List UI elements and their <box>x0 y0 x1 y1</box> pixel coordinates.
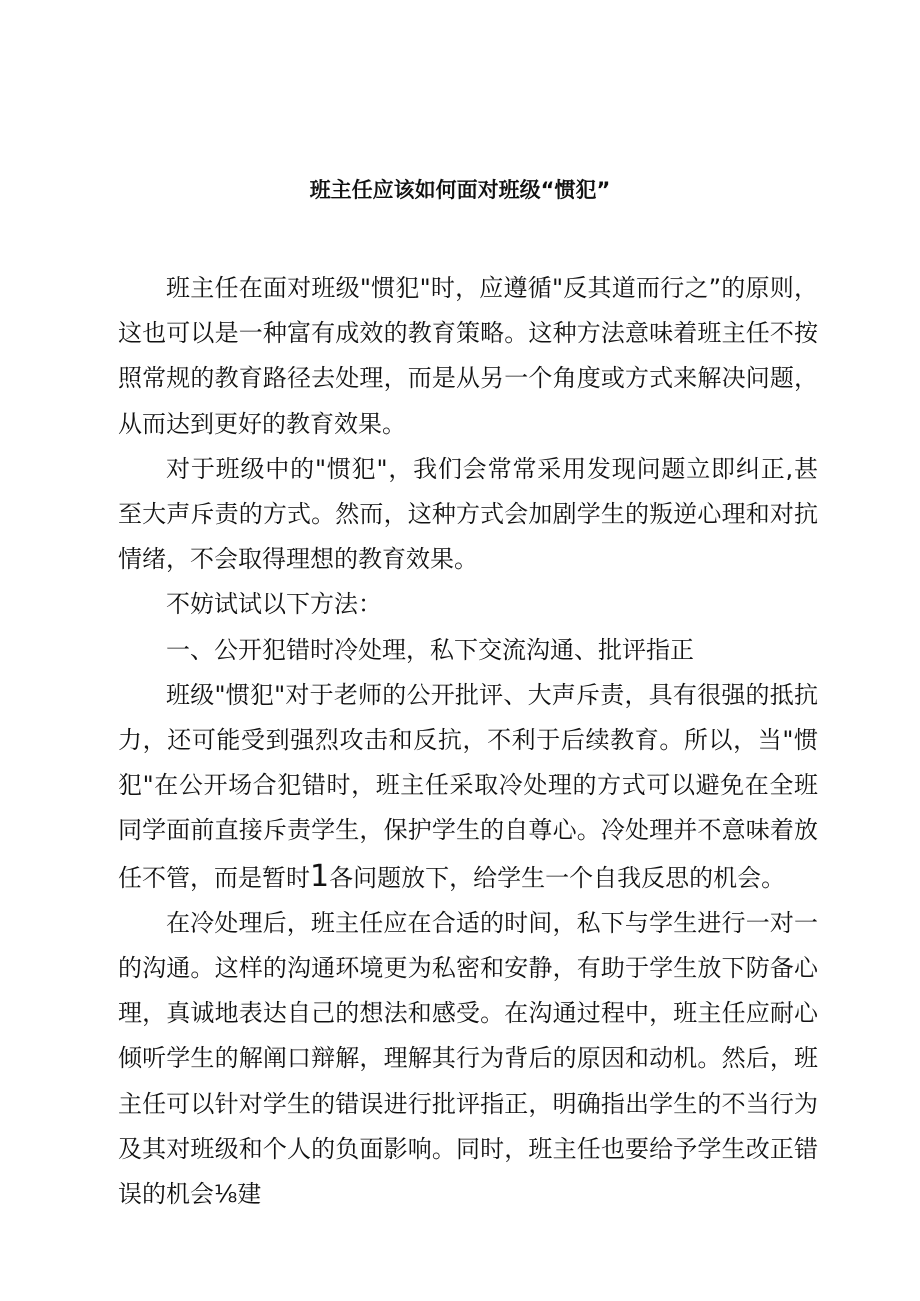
paragraph-common-approach: 对于班级中的"惯犯"，我们会常常采用发现问题立即纠正,甚至大声斥责的方式。然而，这种方式会加剧学生的叛逆心理和对抗情绪，不会取得理想的教育效果。 <box>118 454 818 574</box>
paragraph-intro: 班主任在面对班级"惯犯"时，应遵循"反其道而行之”的原则，这也可以是一种富有成效的教育策略。这种方法意味着班主任不按照常规的教育路径去处理，而是从另一个角度或方式来解决问题，从而达到更好的教育效果。 <box>118 274 818 438</box>
document-body <box>118 266 818 1217</box>
paragraph-cold-handling-text: 班级"惯犯"对于老师的公开批评、大声斥责，具有很强的抵抗力，还可能受到强烈攻击和反抗，不利于后续教育。所以，当"惯犯"在公开场合犯错时，班主任采取冷处理的方式可以避免在全班同学面前直接斥责学生，保护学生的自尊心。冷处理并不意味着放任不管，而是暂时 <box>118 680 818 892</box>
paragraph-try-methods: 不妨试试以下方法： <box>166 590 382 619</box>
section-heading-one: 一、公开犯错时冷处理，私下交流沟通、批评指正 <box>166 635 694 664</box>
paragraph-cold-handling <box>118 673 818 901</box>
paragraph-private-talk: 在冷处理后，班主任应在合适的时间，私下与学生进行一对一的沟通。这样的沟通环境更为私密和安静，有助于学生放下防备心理，真诚地表达自己的想法和感受。在沟通过程中，班主任应耐心倾听学生的解阐口辩解，理解其行为背后的原因和动机。然后，班主任可以针对学生的错误进行批评指正，明确指出学生的不当行为及其对班级和个人的负面影响。同时，班主任也要给予学生改正错误的机会⅛建 <box>118 908 818 1209</box>
paragraph-inline-number: 1 <box>310 858 330 894</box>
paragraph-cold-handling-text-end: 各问题放下，给学生一个自我反思的机会。 <box>329 863 786 892</box>
document-title: 班主任应该如何面对班级“惯犯” <box>309 178 611 202</box>
